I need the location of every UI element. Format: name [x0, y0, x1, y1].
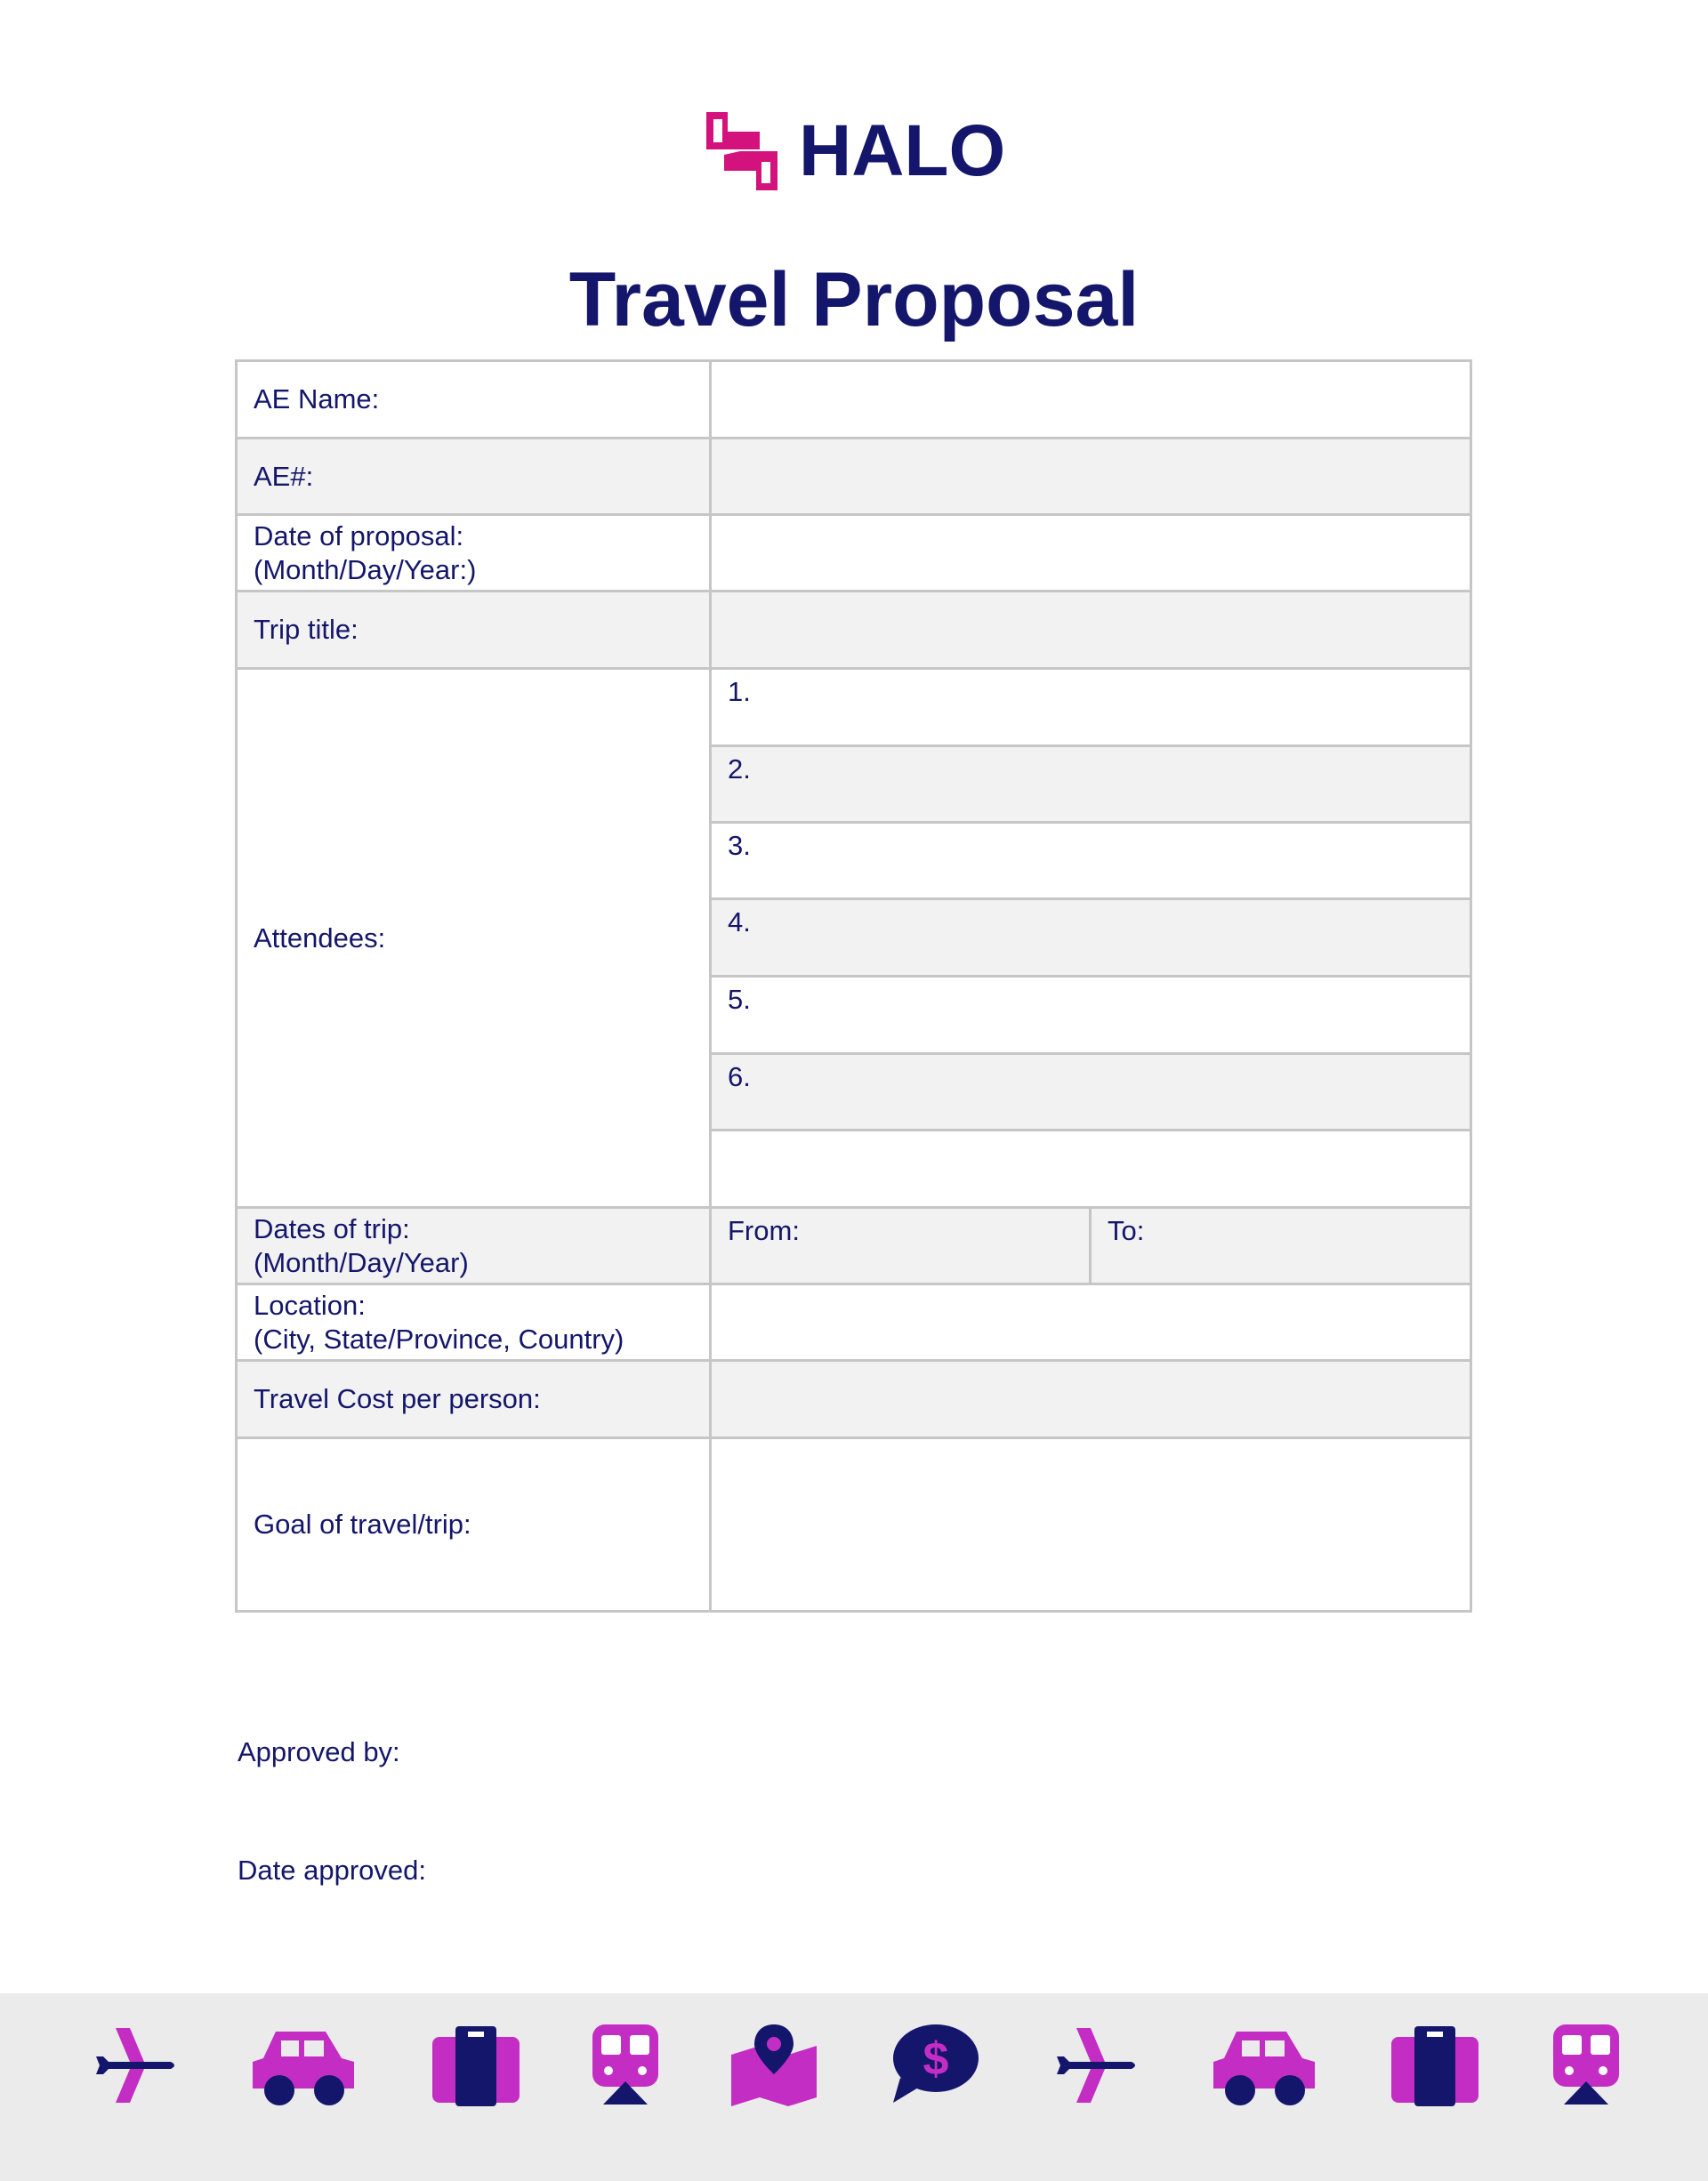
car-icon: [1210, 2023, 1320, 2108]
ae-number-field[interactable]: [711, 439, 1471, 515]
suitcase-icon: [431, 2023, 521, 2108]
location-label: [237, 1284, 711, 1361]
date-of-proposal-label: [237, 515, 711, 592]
svg-text:$: $: [922, 2033, 949, 2085]
trip-from-field[interactable]: From:: [711, 1208, 1091, 1284]
travel-proposal-form: [235, 359, 1472, 1613]
goal-field[interactable]: [711, 1438, 1471, 1612]
airplane-icon: [89, 2023, 181, 2108]
attendee-3-field[interactable]: 3.: [711, 823, 1471, 899]
airplane-icon: [1050, 2023, 1142, 2108]
attendee-5-field[interactable]: 5.: [711, 977, 1471, 1054]
ae-name-label: AE Name:: [237, 361, 711, 439]
dates-of-trip-line2: (Month/Day/Year): [254, 1246, 469, 1278]
page-title: Travel Proposal: [568, 257, 1140, 342]
trip-to-field[interactable]: To:: [1091, 1208, 1471, 1284]
suitcase-icon: [1390, 2023, 1480, 2108]
trip-title-label: Trip title:: [237, 592, 711, 669]
ae-number-label: AE#:: [237, 439, 711, 515]
location-line2: (City, State/Province, Country): [254, 1323, 624, 1355]
halo-logo-icon: [705, 110, 779, 192]
trip-title-field[interactable]: [711, 592, 1471, 669]
date-of-proposal-line2: (Month/Day/Year:): [254, 553, 477, 585]
goal-label: Goal of travel/trip:: [237, 1438, 711, 1612]
approved-by-label: Approved by:: [238, 1736, 400, 1767]
dates-of-trip-label: [237, 1208, 711, 1284]
train-icon: [591, 2023, 660, 2108]
map-pin-icon: [729, 2023, 818, 2108]
halo-logo: [705, 109, 1005, 194]
attendee-extra-field[interactable]: [711, 1131, 1471, 1208]
date-of-proposal-field[interactable]: [711, 515, 1471, 592]
attendee-1-field[interactable]: 1.: [711, 669, 1471, 746]
travel-cost-label: Travel Cost per person:: [237, 1361, 711, 1438]
train-icon: [1551, 2023, 1621, 2108]
attendee-2-field[interactable]: 2.: [711, 746, 1471, 823]
location-line1: Location:: [254, 1289, 366, 1321]
attendee-6-field[interactable]: 6.: [711, 1054, 1471, 1131]
location-field[interactable]: [711, 1284, 1471, 1361]
attendee-4-field[interactable]: 4.: [711, 899, 1471, 977]
dollar-chat-icon: [888, 2023, 980, 2108]
travel-cost-field[interactable]: [711, 1361, 1471, 1438]
date-of-proposal-line1: Date of proposal:: [254, 519, 464, 551]
ae-name-field[interactable]: [711, 361, 1471, 439]
attendees-label: Attendees:: [237, 669, 711, 1208]
date-approved-label: Date approved:: [238, 1855, 426, 1886]
dates-of-trip-line1: Dates of trip:: [254, 1212, 410, 1244]
brand-name: HALO: [799, 110, 1006, 191]
car-icon: [249, 2023, 359, 2108]
